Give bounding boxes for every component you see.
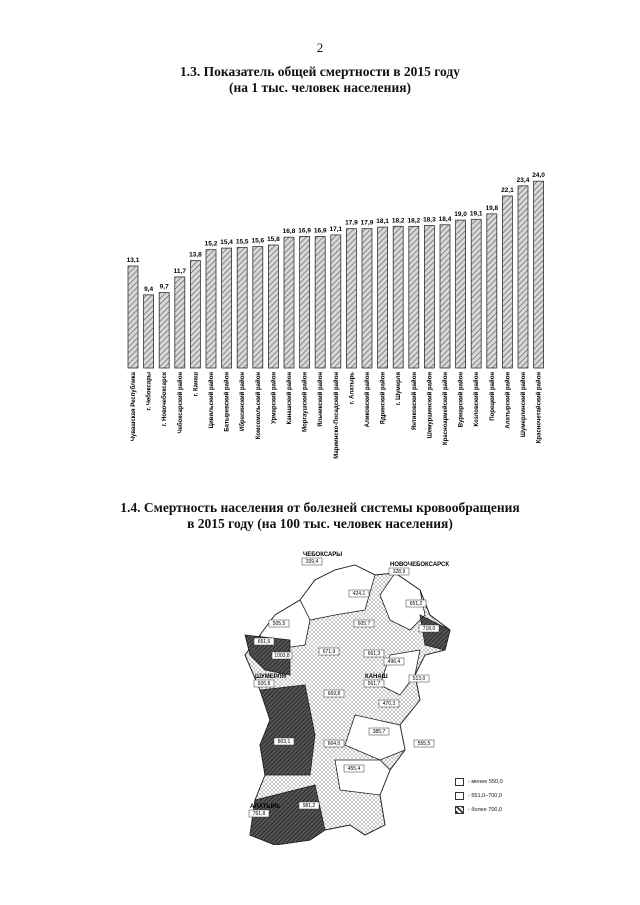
category-label-8: Комсомольский район [255,372,262,440]
map-region-dark-shumerlya [260,685,315,775]
map-legend [455,775,503,817]
legend-swatch-high [455,806,464,814]
map-value-22: 761,8 [252,811,266,817]
bar-17 [393,226,403,368]
map-title-line-2: в 2015 году (на 100 тыс. человек населения) [187,516,453,531]
bar-value-label-25: 23,4 [516,176,530,184]
map-value-0: 339,4 [305,559,319,565]
bar-value-label-24: 22,1 [501,186,514,194]
bar-value-label-10: 16,8 [282,228,296,236]
category-label-11: Моргаушский район [302,372,309,432]
map-value-6: 718,0 [422,626,436,632]
map-value-23: 981,2 [302,803,316,809]
bar-23 [487,214,497,368]
bar-12 [315,236,325,368]
category-label-9: Урмарский район [271,372,278,424]
bar-value-label-23: 19,8 [485,204,499,212]
bar-24 [502,196,512,368]
legend-row-high [455,803,503,817]
map-title [0,500,640,532]
map-value-19: 803,1 [277,739,291,745]
bar-1 [144,295,154,368]
bar-value-label-11: 16,9 [298,227,311,235]
legend-label-low: - менее 550,0 [468,779,503,785]
bar-value-label-12: 16,9 [313,227,327,235]
bar-3 [175,277,185,368]
bar-22 [471,219,481,368]
category-label-5: Цивильский район [209,372,215,429]
map-city-name-13: КАНАШ [365,674,388,680]
bar-value-label-17: 18,2 [391,217,405,225]
category-label-21: Вурнарский район [458,372,465,428]
bar-value-label-1: 9,4 [144,285,154,293]
bar-value-label-6: 15,4 [220,239,233,247]
legend-swatch-low [455,778,464,786]
legend-label-mid: - 551,0–700,0 [468,793,502,799]
map-value-10: 661,3 [367,651,381,657]
bar-7 [237,247,247,368]
map-value-5: 651,6 [257,639,271,645]
bar-value-label-26: 24,0 [532,172,545,180]
map-value-4: 505,5 [272,621,286,627]
category-label-6: Батыревский район [224,372,231,432]
map-value-12: 926,8 [257,681,271,687]
page-number: 2 [316,40,324,55]
map-value-18: 664,0 [327,741,341,747]
category-label-10: Канашский район [287,372,293,425]
map-value-21: 455,4 [347,766,361,772]
map-value-17: 385,7 [372,729,386,735]
mortality-bar-chart [120,140,580,495]
bar-value-label-20: 18,4 [438,215,452,223]
category-label-22: Козловский район [474,372,481,427]
category-label-14: г. Алатырь [349,372,356,405]
bar-5 [206,250,216,368]
bar-4 [190,261,200,368]
category-label-2: г. Новочебоксарск [162,372,169,427]
category-label-4: г. Канаш [193,372,200,397]
category-label-18: Янтиковский район [411,372,418,431]
bar-value-label-18: 18,2 [407,217,421,225]
map-value-9: 671,9 [322,649,336,655]
map-value-15: 669,8 [327,691,341,697]
bar-6 [222,248,232,368]
map-value-14: 513,0 [412,676,426,682]
bar-15 [362,229,372,368]
legend-row-low [455,775,503,789]
map-city-name-0: ЧЕБОКСАРЫ [303,552,343,558]
bar-20 [440,225,450,368]
bar-11 [300,236,310,368]
map-value-2: 424,1 [352,591,366,597]
map-value-11: 496,4 [387,659,401,665]
bar-value-label-7: 15,5 [235,238,249,246]
map-city-name-1: НОВОЧЕБОКСАРСК [390,562,449,568]
chart-title-line-1: 1.3. Показатель общей смертности в 2015 году [180,64,460,79]
category-label-16: Ядринский район [380,372,387,425]
map-value-1: 328,9 [392,569,406,575]
category-label-12: Яльчикский район [318,372,325,427]
bar-value-label-5: 15,2 [204,240,218,248]
bar-26 [534,181,544,368]
bar-0 [128,266,138,368]
bar-21 [456,220,466,368]
bar-value-label-22: 19,1 [469,210,483,218]
bar-14 [346,229,356,368]
category-label-15: Аликовский район [365,372,371,428]
bar-value-label-16: 18,1 [376,218,389,226]
category-label-25: Шумерлинский район [521,372,527,438]
bar-value-label-8: 15,6 [251,237,265,245]
map-title-line-1: 1.4. Смертность населения от болезней системы кровообращения [120,500,520,515]
category-label-7: Ибресинский район [240,372,247,431]
category-label-13: Мариинско-Посадский район [333,372,340,459]
category-label-20: Красноармейский район [443,372,449,446]
map-city-name-22: АЛАТЫРЬ [250,804,281,810]
bar-10 [284,237,294,368]
category-label-23: Порецкий район [489,372,496,421]
bar-value-label-0: 13,1 [126,257,140,265]
legend-row-mid [455,789,503,803]
bar-value-label-13: 17,1 [329,225,343,233]
legend-swatch-mid [455,792,464,800]
bar-25 [518,186,528,368]
bar-value-label-15: 17,9 [360,219,374,227]
map-value-3: 651,2 [409,601,423,607]
bar-19 [424,226,434,368]
bar-16 [378,227,388,368]
bar-value-label-9: 15,8 [267,236,280,244]
map-city-name-12: ШУМЕРЛЯ [255,674,286,680]
chart-title-line-2: (на 1 тыс. человек населения) [228,80,412,95]
category-label-3: Чебоксарский район [177,372,184,434]
map-value-16: 470,3 [382,701,396,707]
bar-value-label-19: 18,3 [423,216,436,224]
category-label-24: Алатырский район [505,372,512,429]
chart-title [0,64,640,96]
bar-value-label-4: 13,8 [189,251,202,259]
bar-value-label-2: 9,7 [159,283,169,291]
region-map [215,545,455,845]
bar-2 [159,292,169,368]
category-label-1: г. Чебоксары [146,372,153,411]
map-value-7: 605,7 [357,621,371,627]
bar-13 [331,235,341,368]
category-label-19: Шемуршинский район [427,372,434,439]
map-value-20: 555,5 [417,741,431,747]
bar-9 [268,245,278,368]
category-label-0: Чувашская Республика [131,372,137,442]
bar-18 [409,226,419,368]
bar-value-label-14: 17,9 [345,219,358,227]
map-value-13: 561,7 [367,681,381,687]
bar-value-label-3: 11,7 [173,267,186,275]
bar-8 [253,247,263,368]
bar-value-label-21: 19,0 [454,211,467,219]
legend-label-high: - более 700,0 [468,807,503,813]
category-label-17: г. Шумерля [396,372,403,406]
map-value-8: 1003,8 [274,653,290,659]
category-label-26: Красночетайский район [536,372,543,444]
